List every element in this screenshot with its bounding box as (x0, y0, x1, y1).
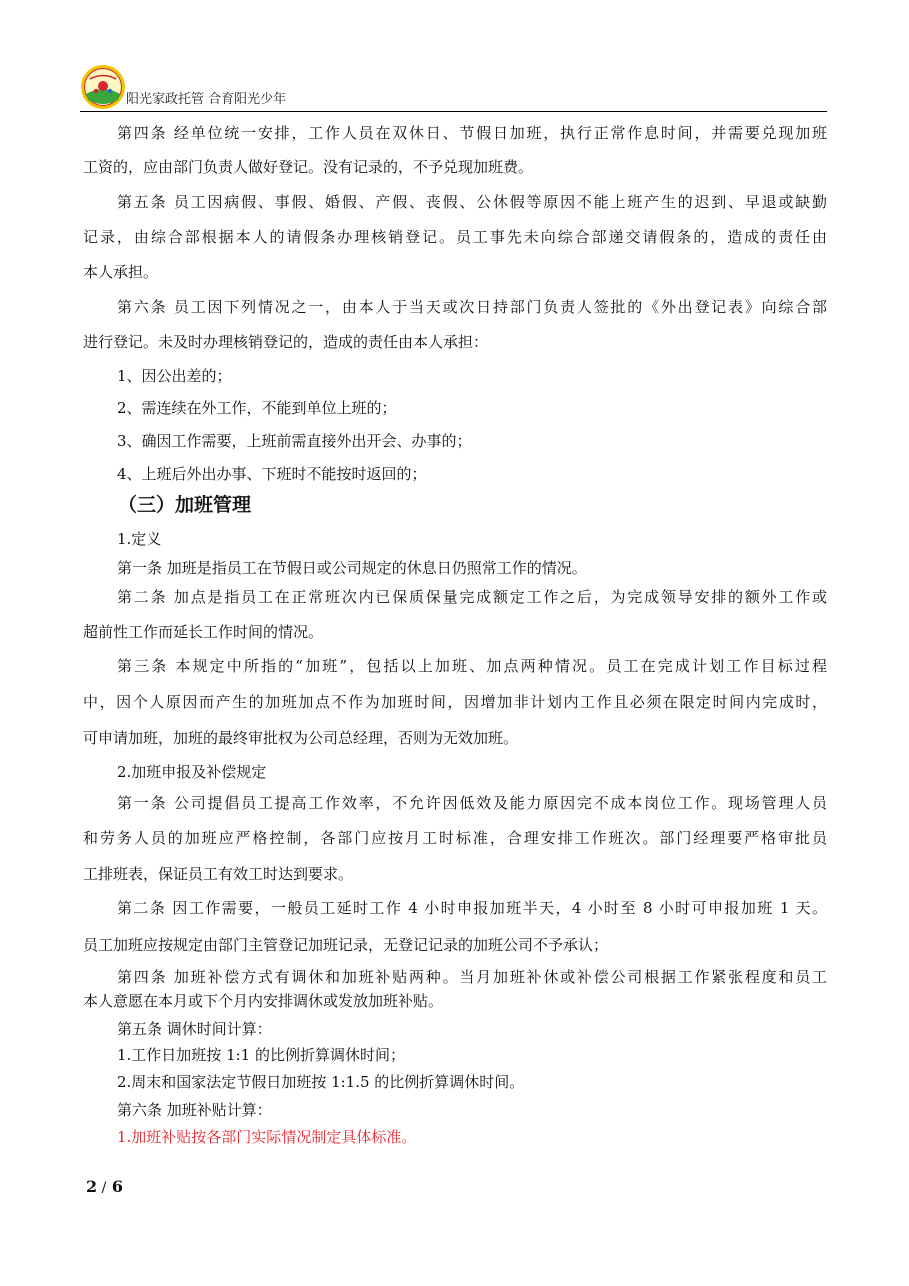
body-line: 工资的，应由部门负责人做好登记。没有记录的，不予兑现加班费。 (83, 158, 534, 176)
list-item: 3、确因工作需要，上班前需直接外出开会、办事的； (117, 432, 472, 450)
body-line: 第四条 经单位统一安排，工作人员在双休日、节假日加班，执行正常作息时间，并需要兑现加班 (117, 124, 827, 142)
body-line: 超前性工作而延长工作时间的情况。 (83, 623, 324, 641)
body-line: 第一条 加班是指员工在节假日或公司规定的休息日仍照常工作的情况。 (117, 559, 587, 577)
body-line: 第五条 调休时间计算： (117, 1020, 272, 1038)
current-page: 2 (86, 1177, 98, 1196)
body-line: 本人承担。 (83, 263, 159, 281)
list-item: 2、需连续在外工作，不能到单位上班的； (117, 399, 397, 417)
page-header (80, 64, 827, 112)
body-line: 可申请加班，加班的最终审批权为公司总经理，否则为无效加班。 (83, 729, 519, 747)
list-item: 1、因公出差的； (117, 367, 232, 385)
body-line: 第四条 加班补偿方式有调休和加班补贴两种。当月加班补休或补偿公司根据工作紧张程度和员工 (117, 968, 827, 986)
body-line: 和劳务人员的加班应严格控制，各部门应按月工时标准，合理安排工作班次。部门经理要严格审批员 (83, 829, 827, 847)
subsection-title: 1.定义 (117, 530, 162, 548)
total-pages: 6 (111, 1177, 124, 1196)
subsection-title: 2.加班申报及补偿规定 (117, 763, 267, 781)
list-item: 4、上班后外出办事、下班时不能按时返回的； (117, 465, 427, 483)
body-line: 第二条 加点是指员工在正常班次内已保质保量完成额定工作之后，为完成领导安排的额外工作或 (117, 588, 827, 606)
body-line: 第一条 公司提倡员工提高工作效率，不允许因低效及能力原因完不成本岗位工作。现场管理人员 (117, 794, 827, 812)
body-line: 第三条 本规定中所指的“加班”，包括以上加班、加点两种情况。员工在完成计划工作目标过程 (117, 657, 827, 675)
body-line: 本人意愿在本月或下个月内安排调休或发放加班补贴。 (83, 992, 444, 1010)
header-divider (80, 111, 827, 112)
list-item: 2.周末和国家法定节假日加班按 1:1.5 的比例折算调休时间。 (117, 1073, 525, 1091)
sunshine-logo-icon (80, 64, 126, 110)
body-line: 第二条 因工作需要，一般员工延时工作 4 小时申报加班半天，4 小时至 8 小时可申报加班 1 天。 (117, 899, 827, 917)
body-line: 第五条 员工因病假、事假、婚假、产假、丧假、公休假等原因不能上班产生的迟到、早退或缺勤 (117, 193, 827, 211)
body-line: 第六条 加班补贴计算： (117, 1101, 272, 1119)
section-heading: （三）加班管理 (118, 494, 252, 516)
body-line: 记录，由综合部根据本人的请假条办理核销登记。员工事先未向综合部递交请假条的，造成的责任由 (83, 228, 827, 246)
body-line: 员工加班应按规定由部门主管登记加班记录，无登记记录的加班公司不予承认； (83, 936, 609, 954)
body-line: 工排班表，保证员工有效工时达到要求。 (83, 865, 354, 883)
page-separator: / (97, 1180, 107, 1196)
page-number (86, 1177, 123, 1196)
body-line: 进行登记。未及时办理核销登记的，造成的责任由本人承担： (83, 333, 489, 351)
list-item: 1.工作日加班按 1:1 的比例折算调休时间； (117, 1046, 405, 1064)
body-line: 第六条 员工因下列情况之一，由本人于当天或次日持部门负责人签批的《外出登记表》向综合部 (117, 298, 827, 316)
body-line: 中，因个人原因而产生的加班加点不作为加班时间，因增加非计划内工作且必须在限定时间内完成时， (83, 693, 827, 711)
highlighted-list-item: 1.加班补贴按各部门实际情况制定具体标准。 (117, 1128, 417, 1146)
header-slogan: 阳光家政托管 合育阳光少年 (126, 92, 287, 107)
